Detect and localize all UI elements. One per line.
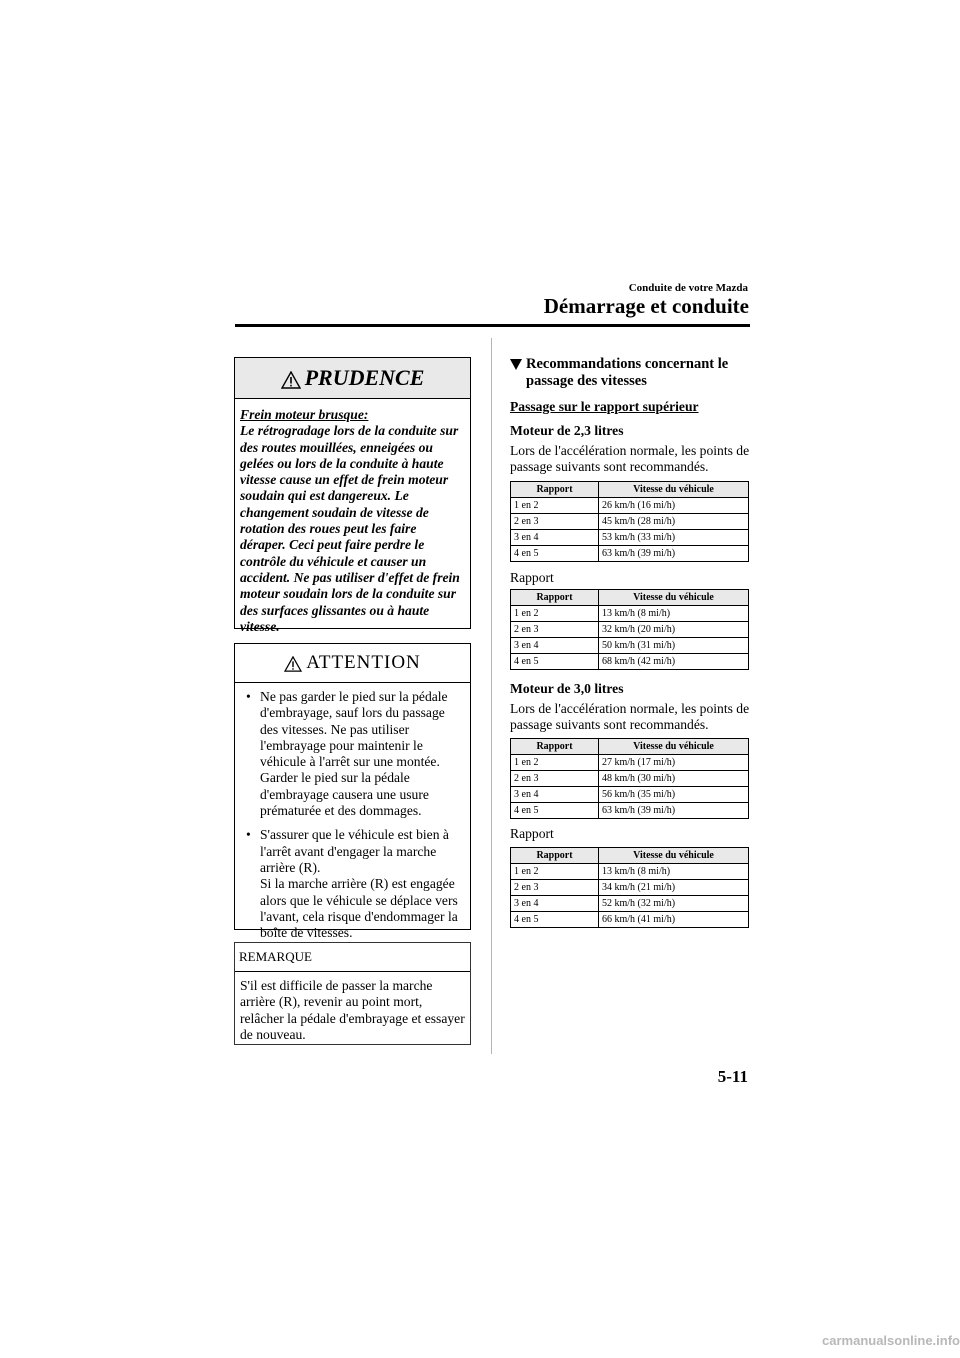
table-cell: 1 en 2 [511, 755, 599, 771]
table-cell: 32 km/h (20 mi/h) [599, 622, 749, 638]
remarque-body: S'il est difficile de passer la marche arrière (R), revenir au point mort, relâcher la pédale d'embrayage et essayer de nouveau. [240, 978, 465, 1042]
section-title-text: Recommandations concernant le passage des vitesses [526, 356, 729, 389]
table-cell: 34 km/h (21 mi/h) [599, 880, 749, 896]
table-cell: 2 en 3 [511, 622, 599, 638]
table-row [511, 880, 749, 896]
table-cell: 2 en 3 [511, 880, 599, 896]
table-gear-30-b [510, 847, 749, 928]
warning-icon [284, 656, 302, 672]
table-cell: 4 en 5 [511, 803, 599, 819]
table-row [511, 546, 749, 562]
table-cell: 52 km/h (32 mi/h) [599, 896, 749, 912]
table-header: Vitesse du véhicule [599, 590, 749, 606]
table-cell: 45 km/h (28 mi/h) [599, 514, 749, 530]
section-subtitle: Passage sur le rapport supérieur [510, 399, 699, 414]
table-header: Vitesse du véhicule [599, 482, 749, 498]
table-cell: 2 en 3 [511, 771, 599, 787]
warning-icon [281, 371, 301, 389]
section-title [510, 356, 750, 390]
remarque-box [234, 942, 471, 1045]
list-item-text: Si la marche arrière (R) est engagée alors que le véhicule se déplace vers l'avant, cela risque d'endommager la boîte de vitesses. [260, 876, 458, 941]
table-cell: 56 km/h (35 mi/h) [599, 787, 749, 803]
watermark[interactable]: carmanualsonline.info [822, 1333, 960, 1348]
list-item-text: S'assurer que le véhicule est bien à l'arrêt avant d'engager la marche arrière (R). [260, 827, 449, 875]
prudence-text: Le rétrogradage lors de la conduite sur des routes mouillées, enneigées ou gelées ou lors de la conduite à haute vitesse cause un effet de frein moteur soudain qui est dangereux. Le changement soudain de vitesse de rotation des roues peut les faire déraper. Ceci peut faire perdre le contrôle du véhicule et causer un accident. Ne pas utiliser d'effet de frein moteur soudain lors de la conduite sur des surfaces glissantes ou à haute vitesse. [240, 423, 460, 634]
attention-list [240, 689, 465, 941]
table-header: Rapport [511, 739, 599, 755]
table-gear-23-b [510, 589, 749, 670]
engine-label-30: Moteur de 3,0 litres [510, 681, 624, 696]
table-row [511, 803, 749, 819]
list-item: • Ne pas garder le pied sur la pédale d'embrayage, sauf lors du passage des vitesses. Ne pas utiliser l'embrayage pour maintenir le véhicule à l'arrêt sur une montée. Garder le pied sur la pédale d'embrayage causera une usure prématurée et des dommages. [240, 689, 465, 819]
page-number: 5-11 [717, 1067, 748, 1086]
header-rule [235, 324, 750, 327]
table-row [511, 514, 749, 530]
table-header: Rapport [511, 848, 599, 864]
table-row [511, 654, 749, 670]
table-row [511, 606, 749, 622]
table-cell: 3 en 4 [511, 896, 599, 912]
table-row [511, 498, 749, 514]
attention-body [235, 683, 470, 947]
attention-header [235, 644, 470, 683]
table-row [511, 622, 749, 638]
table-cell: 13 km/h (8 mi/h) [599, 606, 749, 622]
engine-label-23: Moteur de 2,3 litres [510, 423, 624, 438]
remarque-header: REMARQUE [235, 943, 470, 972]
list-item [240, 827, 465, 941]
page-title: Démarrage et conduite [543, 294, 749, 318]
table-header: Vitesse du véhicule [599, 739, 749, 755]
table-cell: 1 en 2 [511, 606, 599, 622]
table-gear-30-a [510, 738, 749, 819]
table-header: Rapport [511, 482, 599, 498]
table-cell: 63 km/h (39 mi/h) [599, 546, 749, 562]
table-row [511, 771, 749, 787]
table-cell: 68 km/h (42 mi/h) [599, 654, 749, 670]
prudence-body [235, 399, 470, 641]
table-cell: 3 en 4 [511, 638, 599, 654]
table-row [511, 787, 749, 803]
table-gear-23-a [510, 481, 749, 562]
table-cell: 66 km/h (41 mi/h) [599, 912, 749, 928]
rapport-label: Rapport [510, 570, 554, 585]
table-cell: 13 km/h (8 mi/h) [599, 864, 749, 880]
table-cell: 4 en 5 [511, 654, 599, 670]
table-row [511, 530, 749, 546]
prudence-subtitle: Frein moteur brusque: [240, 407, 369, 422]
table-cell: 63 km/h (39 mi/h) [599, 803, 749, 819]
table-cell: 1 en 2 [511, 864, 599, 880]
intro-text: Lors de l'accélération normale, les points de passage suivants sont recommandés. [510, 701, 750, 732]
table-cell: 53 km/h (33 mi/h) [599, 530, 749, 546]
table-cell: 27 km/h (17 mi/h) [599, 755, 749, 771]
table-cell: 48 km/h (30 mi/h) [599, 771, 749, 787]
table-row [511, 912, 749, 928]
table-cell: 4 en 5 [511, 912, 599, 928]
table-header: Rapport [511, 590, 599, 606]
table-cell: 4 en 5 [511, 546, 599, 562]
table-row [511, 864, 749, 880]
prudence-box [234, 357, 471, 634]
triangle-down-icon [510, 358, 522, 370]
header-section-label: Conduite de votre Mazda [628, 282, 748, 294]
intro-text: Lors de l'accélération normale, les points de passage suivants sont recommandés. [510, 443, 750, 474]
column-divider [491, 338, 492, 1054]
table-cell: 3 en 4 [511, 787, 599, 803]
table-cell: 3 en 4 [511, 530, 599, 546]
table-cell: 2 en 3 [511, 514, 599, 530]
table-row [511, 638, 749, 654]
rapport-label: Rapport [510, 826, 554, 841]
attention-title: ATTENTION [306, 652, 421, 673]
prudence-header [235, 358, 470, 399]
attention-box [234, 643, 471, 941]
table-cell: 50 km/h (31 mi/h) [599, 638, 749, 654]
table-row [511, 755, 749, 771]
table-cell: 26 km/h (16 mi/h) [599, 498, 749, 514]
prudence-title: PRUDENCE [304, 365, 425, 390]
table-cell: 1 en 2 [511, 498, 599, 514]
table-header: Vitesse du véhicule [599, 848, 749, 864]
table-row [511, 896, 749, 912]
